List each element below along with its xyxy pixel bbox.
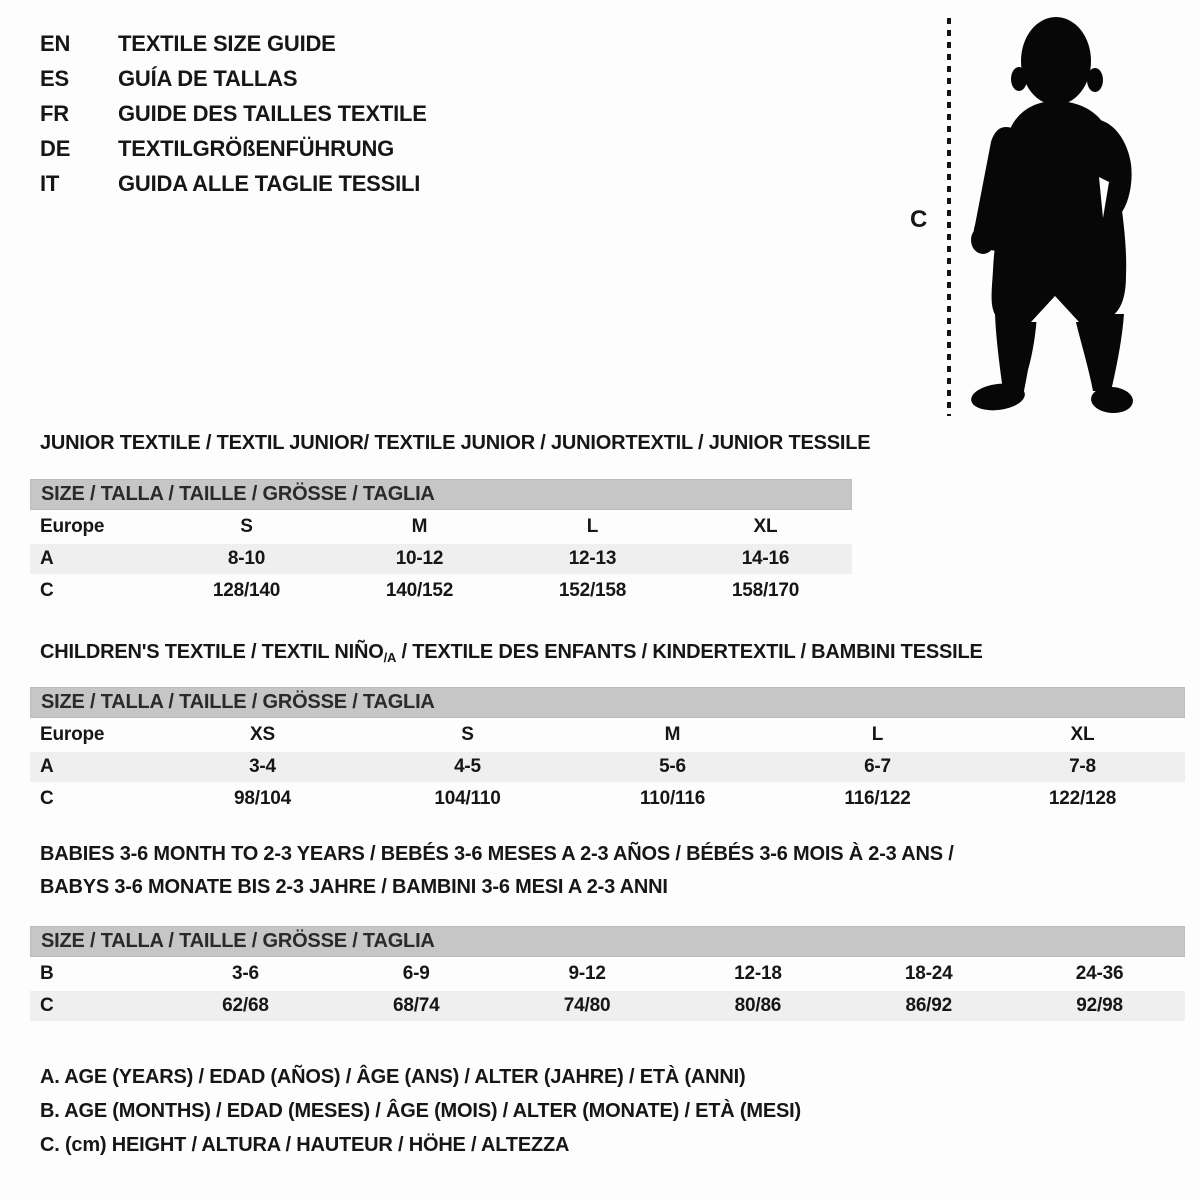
- children-size-table: [30, 687, 1185, 814]
- language-label: GUIDE DES TAILLES TEXTILE: [118, 101, 427, 126]
- size-cell: 98/104: [234, 788, 291, 809]
- toddler-silhouette-icon: [950, 5, 1150, 420]
- language-row-fr: [40, 96, 427, 131]
- table-row-height: [30, 991, 1185, 1021]
- children-title-pre: CHILDREN'S TEXTILE / TEXTIL NIÑO: [40, 641, 384, 663]
- row-label: A: [40, 548, 54, 569]
- row-label: B: [40, 963, 54, 984]
- size-cell: XL: [1070, 724, 1095, 745]
- size-cell: 7-8: [1069, 756, 1096, 777]
- table-row-age-months: [30, 959, 1185, 989]
- table-row-height: [30, 576, 852, 606]
- size-cell: 10-12: [395, 548, 444, 569]
- table-row-europe: [30, 720, 1185, 750]
- children-table-header: SIZE / TALLA / TAILLE / GRÖSSE / TAGLIA: [30, 687, 1185, 718]
- size-cell: XL: [753, 516, 778, 537]
- language-row-en: [40, 26, 427, 61]
- size-cell: M: [664, 724, 681, 745]
- size-cell: L: [586, 516, 599, 537]
- language-label: GUIDA ALLE TAGLIE TESSILI: [118, 171, 421, 196]
- size-cell: M: [411, 516, 428, 537]
- size-cell: 18-24: [904, 963, 953, 984]
- size-cell: S: [240, 516, 253, 537]
- language-label: TEXTILGRÖßENFÜHRUNG: [118, 136, 395, 161]
- legend-age-years: A. AGE (YEARS) / EDAD (AÑOS) / ÂGE (ANS) / ALTER (JAHRE) / ETÀ (ANNI): [40, 1066, 746, 1088]
- language-title-block: [40, 26, 427, 201]
- size-cell: 80/86: [734, 995, 782, 1016]
- language-row-de: [40, 131, 427, 166]
- size-cell: 152/158: [558, 580, 627, 601]
- size-cell: 5-6: [659, 756, 686, 777]
- size-cell: 3-6: [231, 963, 259, 984]
- size-cell: 14-16: [741, 548, 790, 569]
- row-label: C: [40, 580, 54, 601]
- size-cell: 3-4: [249, 756, 276, 777]
- size-cell: 12-18: [734, 963, 782, 984]
- language-code: ES: [40, 66, 69, 91]
- language-code: FR: [40, 101, 69, 126]
- size-cell: 68/74: [392, 995, 440, 1016]
- babies-section-title-line2: BABYS 3-6 MONATE BIS 2-3 JAHRE / BAMBINI 3-6 MESI A 2-3 ANNI: [40, 876, 668, 898]
- size-cell: 104/110: [434, 788, 501, 809]
- size-cell: L: [871, 724, 884, 745]
- junior-section-title: JUNIOR TEXTILE / TEXTIL JUNIOR/ TEXTILE JUNIOR / JUNIORTEXTIL / JUNIOR TESSILE: [40, 432, 871, 454]
- table-row-height: [30, 784, 1185, 814]
- size-cell: 6-9: [402, 963, 430, 984]
- language-row-es: [40, 61, 427, 96]
- size-cell: S: [461, 724, 474, 745]
- size-cell: 86/92: [905, 995, 952, 1016]
- size-cell: 140/152: [385, 580, 454, 601]
- babies-section-title-line1: BABIES 3-6 MONTH TO 2-3 YEARS / BEBÉS 3-6 MESES A 2-3 AÑOS / BÉBÉS 3-6 MOIS À 2-3 ANS /: [40, 843, 954, 865]
- size-cell: 24-36: [1075, 963, 1124, 984]
- babies-table-header: SIZE / TALLA / TAILLE / GRÖSSE / TAGLIA: [30, 926, 1185, 957]
- language-code: IT: [40, 171, 60, 196]
- size-cell: 110/116: [639, 788, 706, 809]
- language-label: GUÍA DE TALLAS: [118, 66, 298, 91]
- language-code: EN: [40, 31, 71, 56]
- language-label: TEXTILE SIZE GUIDE: [118, 31, 336, 56]
- row-label: C: [40, 995, 54, 1016]
- size-cell: 128/140: [212, 580, 281, 601]
- row-label: A: [40, 756, 54, 777]
- size-cell: XS: [250, 724, 275, 745]
- children-title-sub: /A: [383, 650, 397, 665]
- table-row-europe: [30, 512, 852, 542]
- size-cell: 122/128: [1048, 788, 1117, 809]
- size-cell: 8-10: [227, 548, 266, 569]
- legend-height: C. (cm) HEIGHT / ALTURA / HAUTEUR / HÖHE / ALTEZZA: [40, 1134, 570, 1156]
- size-cell: 74/80: [563, 995, 611, 1016]
- row-label: Europe: [40, 516, 105, 537]
- language-code: DE: [40, 136, 71, 161]
- table-row-age-years: [30, 544, 852, 574]
- row-label: C: [40, 788, 54, 809]
- language-row-it: [40, 166, 427, 201]
- height-measure-label: C: [910, 206, 928, 233]
- legend-age-months: B. AGE (MONTHS) / EDAD (MESES) / ÂGE (MOIS) / ALTER (MONATE) / ETÀ (MESI): [40, 1100, 801, 1122]
- size-cell: 4-5: [454, 756, 481, 777]
- size-cell: 6-7: [864, 756, 891, 777]
- table-row-age-years: [30, 752, 1185, 782]
- size-cell: 12-13: [568, 548, 617, 569]
- size-cell: 92/98: [1076, 995, 1123, 1016]
- size-cell: 116/122: [844, 788, 911, 809]
- size-cell: 9-12: [568, 963, 606, 984]
- babies-size-table: [30, 926, 1185, 1021]
- children-title-post: / TEXTILE DES ENFANTS / KINDERTEXTIL / BAMBINI TESSILE: [396, 641, 983, 663]
- junior-table-header: SIZE / TALLA / TAILLE / GRÖSSE / TAGLIA: [30, 479, 852, 510]
- row-label: Europe: [40, 724, 105, 745]
- size-cell: 158/170: [731, 580, 800, 601]
- size-cell: 62/68: [222, 995, 269, 1016]
- children-section-title: [40, 641, 983, 664]
- junior-size-table: [30, 479, 852, 606]
